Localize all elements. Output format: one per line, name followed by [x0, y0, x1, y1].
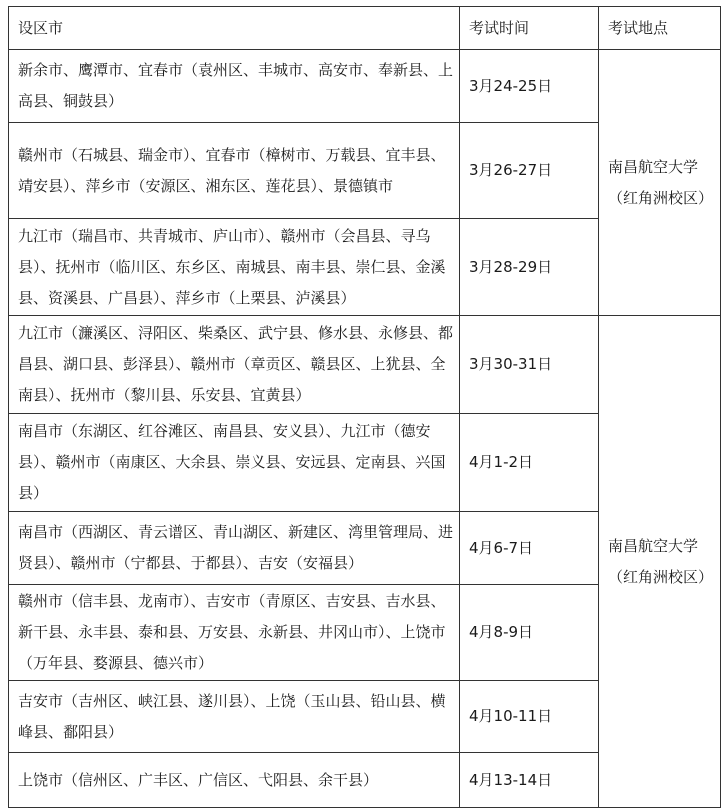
date-cell: 4月8-9日 — [460, 585, 599, 681]
header-row — [9, 7, 721, 50]
date-cell: 3月26-27日 — [460, 123, 599, 219]
date-cell: 4月13-14日 — [460, 753, 599, 808]
date-cell: 3月28-29日 — [460, 219, 599, 316]
region-cell: 赣州市（信丰县、龙南市）、吉安市（青原区、吉安县、吉水县、新干县、永丰县、泰和县、万安县、永新县、井冈山市）、上饶市（万年县、婺源县、德兴市） — [9, 585, 460, 681]
exam-schedule-table — [8, 6, 721, 808]
region-cell: 九江市（濂溪区、浔阳区、柴桑区、武宁县、修水县、永修县、都昌县、湖口县、彭泽县）、赣州市（章贡区、赣县区、上犹县、全南县）、抚州市（黎川县、乐安县、宜黄县） — [9, 316, 460, 414]
date-cell: 3月30-31日 — [460, 316, 599, 414]
date-cell: 4月10-11日 — [460, 681, 599, 753]
table-row — [9, 316, 721, 414]
header-region: 设区市 — [9, 7, 460, 50]
region-cell: 南昌市（东湖区、红谷滩区、南昌县、安义县）、九江市（德安县）、赣州市（南康区、大余县、崇义县、安远县、定南县、兴国县） — [9, 414, 460, 512]
region-cell: 新余市、鹰潭市、宜春市（袁州区、丰城市、高安市、奉新县、上高县、铜鼓县） — [9, 50, 460, 123]
date-cell: 4月6-7日 — [460, 512, 599, 585]
region-cell: 吉安市（吉州区、峡江县、遂川县）、上饶（玉山县、铅山县、横峰县、鄱阳县） — [9, 681, 460, 753]
region-cell: 南昌市（西湖区、青云谱区、青山湖区、新建区、湾里管理局、进贤县）、赣州市（宁都县、于都县）、吉安（安福县） — [9, 512, 460, 585]
region-cell: 九江市（瑞昌市、共青城市、庐山市）、赣州市（会昌县、寻乌县）、抚州市（临川区、东乡区、南城县、南丰县、崇仁县、金溪县、资溪县、广昌县）、萍乡市（上栗县、泸溪县） — [9, 219, 460, 316]
place-cell: 南昌航空大学（红角洲校区） — [599, 316, 721, 808]
header-place: 考试地点 — [599, 7, 721, 50]
date-cell: 3月24-25日 — [460, 50, 599, 123]
table-row — [9, 50, 721, 123]
place-cell: 南昌航空大学（红角洲校区） — [599, 50, 721, 316]
region-cell: 赣州市（石城县、瑞金市）、宜春市（樟树市、万载县、宜丰县、靖安县）、萍乡市（安源区、湘东区、莲花县）、景德镇市 — [9, 123, 460, 219]
header-time: 考试时间 — [460, 7, 599, 50]
region-cell: 上饶市（信州区、广丰区、广信区、弋阳县、余干县） — [9, 753, 460, 808]
date-cell: 4月1-2日 — [460, 414, 599, 512]
